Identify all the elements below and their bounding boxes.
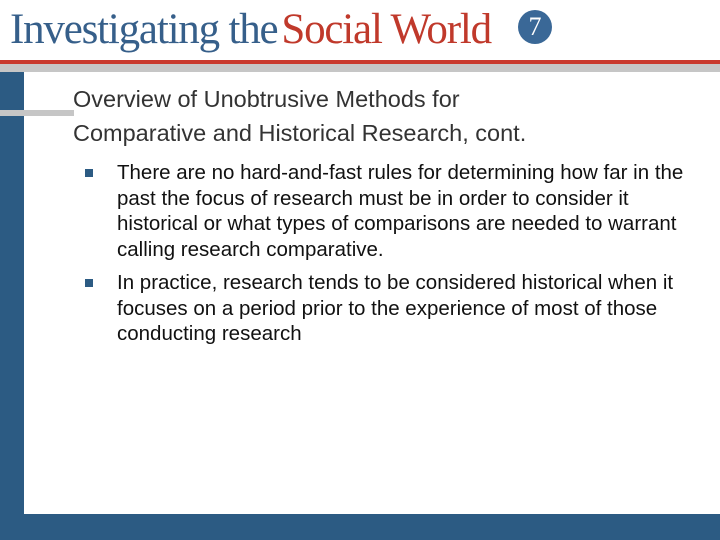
header-gray-band bbox=[0, 64, 720, 72]
bullet-list bbox=[84, 160, 704, 355]
title-accent-line bbox=[0, 110, 74, 116]
slide-title-line-2: Comparative and Historical Research, cont. bbox=[73, 120, 527, 146]
square-bullet-icon bbox=[85, 169, 93, 177]
left-frame-bar bbox=[0, 72, 24, 540]
book-title-logo bbox=[10, 4, 491, 56]
edition-badge: 7 bbox=[518, 10, 552, 44]
bullet-item bbox=[84, 160, 704, 262]
logo-text-part2: Social World bbox=[281, 6, 491, 53]
logo-text-part1: Investigating the bbox=[10, 6, 278, 53]
bullet-text: In practice, research tends to be considered historical when it focuses on a period prior to the experience of most of those conducting research bbox=[117, 271, 674, 345]
bullet-item bbox=[84, 270, 704, 347]
slide-title bbox=[73, 82, 703, 150]
bullet-text: There are no hard-and-fast rules for determining how far in the past the focus of research must be in order to consider it historical or what types of comparisons are needed to warrant calling research comparative. bbox=[117, 161, 684, 261]
slide-title-line-1: Overview of Unobtrusive Methods for bbox=[73, 86, 460, 112]
bottom-frame-bar bbox=[0, 514, 720, 540]
slide-header bbox=[0, 0, 720, 62]
square-bullet-icon bbox=[85, 279, 93, 287]
